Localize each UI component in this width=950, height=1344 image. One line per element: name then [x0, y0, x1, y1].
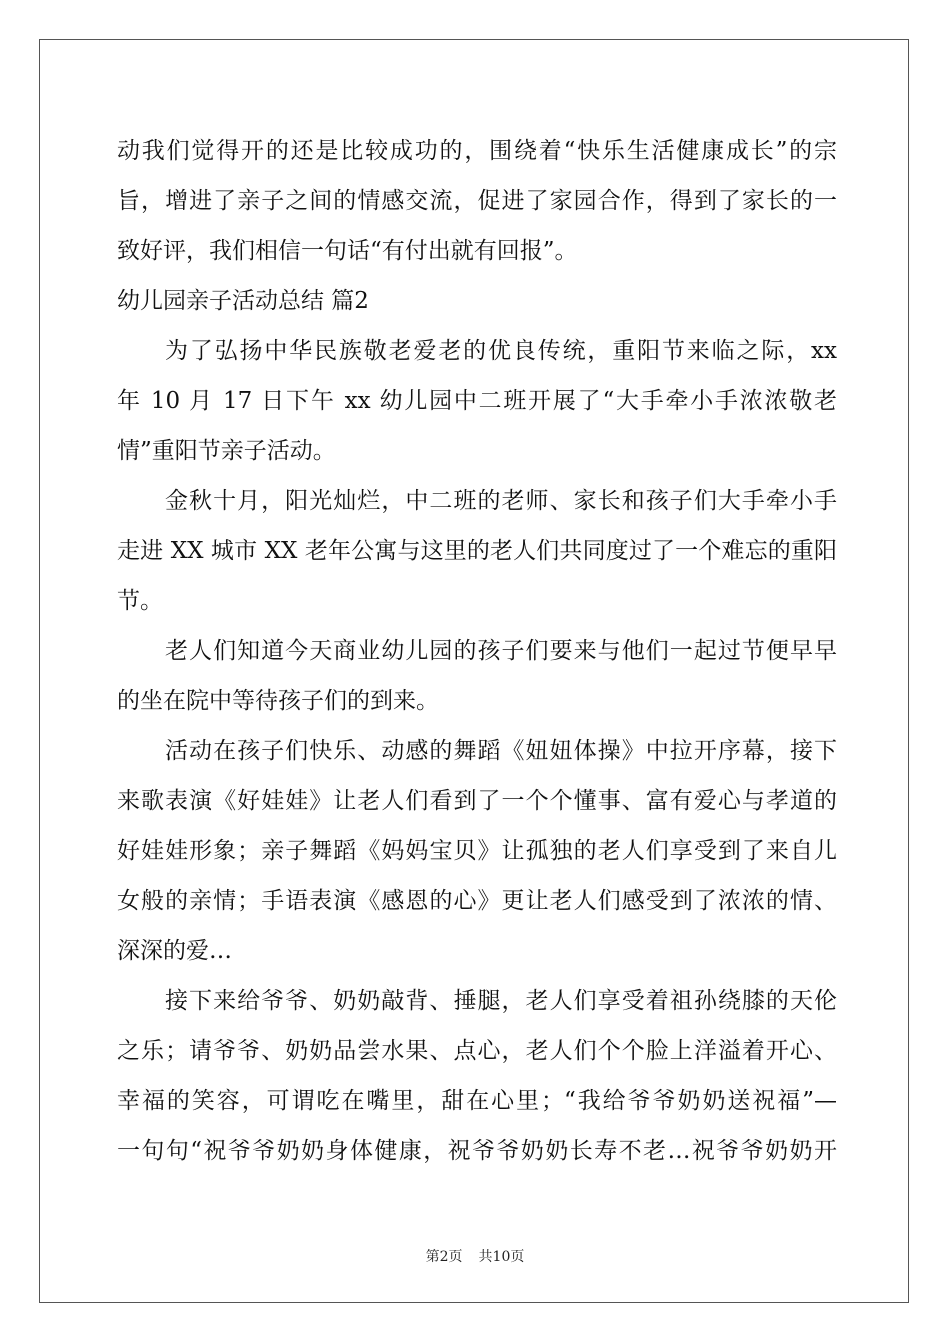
text-line: 年 10 月 17 日下午 xx 幼儿园中二班开展了“大手牵小手浓浓敬老: [117, 388, 837, 414]
text-line: 老人们知道今天商业幼儿园的孩子们要来与他们一起过节便早早: [165, 638, 837, 664]
page-footer: [0, 1248, 950, 1266]
text-line: 金秋十月，阳光灿烂，中二班的老师、家长和孩子们大手牵小手: [165, 488, 837, 514]
text-line: 深深的爱…: [117, 938, 232, 964]
text-line: 动我们觉得开的还是比较成功的，围绕着“快乐生活健康成长”的宗: [117, 138, 837, 164]
text-line: 走进 XX 城市 XX 老年公寓与这里的老人们共同度过了一个难忘的重阳: [117, 538, 837, 564]
text-line: 女般的亲情；手语表演《感恩的心》更让老人们感受到了浓浓的情、: [117, 888, 837, 914]
text-line: 幸福的笑容，可谓吃在嘴里，甜在心里；“我给爷爷奶奶送祝福”—: [117, 1088, 837, 1114]
text-line: 为了弘扬中华民族敬老爱老的优良传统，重阳节来临之际，xx: [165, 338, 837, 364]
text-line: 旨，增进了亲子之间的情感交流，促进了家园合作，得到了家长的一: [117, 188, 837, 214]
text-line: 活动在孩子们快乐、动感的舞蹈《妞妞体操》中拉开序幕，接下: [165, 738, 837, 764]
text-line: 节。: [117, 588, 163, 614]
text-line: 的坐在院中等待孩子们的到来。: [117, 688, 439, 714]
text-line: 一句句“祝爷爷奶奶身体健康，祝爷爷奶奶长寿不老…祝爷爷奶奶开: [117, 1138, 837, 1164]
page-total: 共10页: [478, 1249, 525, 1265]
text-line: 情”重阳节亲子活动。: [117, 438, 336, 464]
text-line: 之乐；请爷爷、奶奶品尝水果、点心，老人们个个脸上洋溢着开心、: [117, 1038, 837, 1064]
page-number: 第2页: [425, 1249, 463, 1265]
text-line: 接下来给爷爷、奶奶敲背、捶腿，老人们享受着祖孙绕膝的天伦: [165, 988, 837, 1014]
section-heading: 幼儿园亲子活动总结 篇2: [117, 288, 369, 314]
text-line: 致好评，我们相信一句话“有付出就有回报”。: [117, 238, 578, 264]
text-line: 来歌表演《好娃娃》让老人们看到了一个个懂事、富有爱心与孝道的: [117, 788, 837, 814]
text-line: 好娃娃形象；亲子舞蹈《妈妈宝贝》让孤独的老人们享受到了来自儿: [117, 838, 837, 864]
